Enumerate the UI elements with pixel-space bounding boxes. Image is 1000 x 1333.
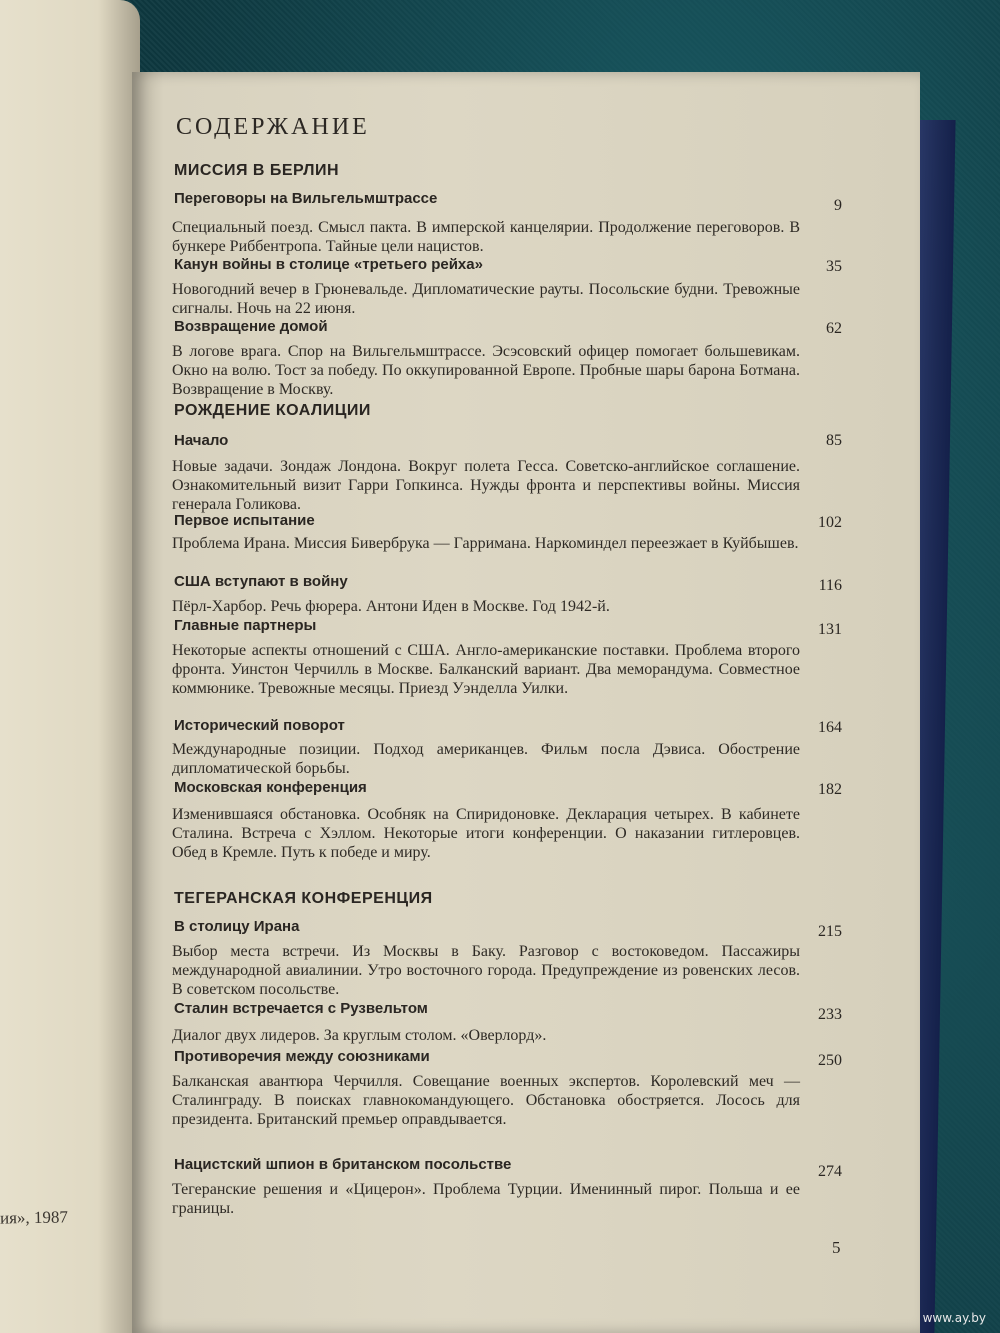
chapter-description: Балканская авантюра Черчилля. Совещание военных экспертов. Королевский меч — Сталинграду. В поисках главнокомандующего. Обстановка обостряется. Лосось для президента. Британский премьер оправдывается. [172,1073,800,1128]
chapter-page: 250 [818,1052,842,1069]
chapter-description: Международные позиции. Подход американцев. Фильм посла Дэвиса. Обострение дипломатической борьбы. [172,741,800,777]
chapter-description: Специальный поезд. Смысл пакта. В имперской канцелярии. Продолжение переговоров. В бункере Риббентропа. Тайные цели нацистов. [172,219,800,255]
watermark: www.ay.by [922,1311,986,1325]
chapter-title: Противоречия между союзниками [174,1048,430,1065]
chapter-description: Пёрл-Харбор. Речь фюрера. Антони Иден в Москве. Год 1942-й. [172,598,610,615]
chapter-title: Сталин встречается с Рузвельтом [174,1000,428,1017]
section-title: ТЕГЕРАНСКАЯ КОНФЕРЕНЦИЯ [174,890,433,907]
chapter-page: 102 [818,514,842,531]
chapter-description: Тегеранские решения и «Цицерон». Проблема Турции. Именинный пирог. Польша и ее границы. [172,1181,800,1217]
chapter-page: 131 [818,621,842,638]
chapter-page: 182 [818,781,842,798]
chapter-description: Выбор места встречи. Из Москвы в Баку. Разговор с востоковедом. Пассажиры международной авиалинии. Утро восточного города. Предупреждение из ровенских лесов. В советском посольстве. [172,943,800,998]
chapter-page: 35 [826,258,842,275]
chapter-page: 164 [818,719,842,736]
chapter-title: США вступают в войну [174,573,348,590]
chapter-page: 116 [818,577,842,594]
chapter-description: Проблема Ирана. Миссия Бивербрука — Гарримана. Наркоминдел переезжает в Куйбышев. [172,535,799,552]
page-number: 5 [832,1238,841,1257]
chapter-description: Изменившаяся обстановка. Особняк на Спиридоновке. Декларация четырех. В кабинете Сталина. Встреча с Хэллом. Некоторые итоги конференции. О наказании гитлеровцев. Обед в Кремле. Путь к победе и миру. [172,806,800,861]
toc-title: СОДЕРЖАНИЕ [176,114,370,140]
chapter-title: Начало [174,432,229,449]
chapter-title: Нацистский шпион в британском посольстве [174,1156,512,1173]
chapter-page: 85 [826,432,842,449]
chapter-description: В логове врага. Спор на Вильгельмштрассе. Эсэсовский офицер помогает большевикам. Окно на волю. Тост за победу. По оккупированной Европе. Пробные шары барона Ботмана. Возвращение в Москву. [172,343,800,398]
chapter-description: Новогодний вечер в Грюневальде. Дипломатические рауты. Посольские будни. Тревожные сигналы. Ночь на 22 июня. [172,281,800,317]
left-page [0,0,140,1333]
chapter-page: 215 [818,923,842,940]
chapter-title: В столицу Ирана [174,918,300,935]
chapter-page: 62 [826,320,842,337]
chapter-description: Диалог двух лидеров. За круглым столом. «Оверлорд». [172,1027,547,1044]
chapter-page: 9 [834,197,842,214]
chapter-title: Исторический поворот [174,717,345,734]
chapter-page: 233 [818,1006,842,1023]
chapter-page: 274 [818,1163,842,1180]
section-title: МИССИЯ В БЕРЛИН [174,162,339,179]
section-title: РОЖДЕНИЕ КОАЛИЦИИ [174,402,371,419]
chapter-description: Некоторые аспекты отношений с США. Англо-американские поставки. Проблема второго фронта. Уинстон Черчилль в Москве. Балканский вариант. Два меморандума. Совместное коммюнике. Тревожные месяцы. Приезд Уэнделла Уилки. [172,642,800,697]
chapter-title: Возвращение домой [174,318,328,335]
chapter-title: Московская конференция [174,779,367,796]
chapter-description: Новые задачи. Зондаж Лондона. Вокруг полета Гесса. Советско-английское соглашение. Ознакомительный визит Гарри Гопкинса. Нужды фронта и перспективы войны. Миссия генерала Голикова. [172,458,800,513]
toc-page [132,72,920,1333]
chapter-title: Первое испытание [174,512,315,529]
chapter-title: Переговоры на Вильгельмштрассе [174,190,438,207]
chapter-title: Главные партнеры [174,617,317,634]
left-page-imprint: ия», 1987 [0,1207,69,1228]
chapter-title: Канун войны в столице «третьего рейха» [174,256,483,273]
